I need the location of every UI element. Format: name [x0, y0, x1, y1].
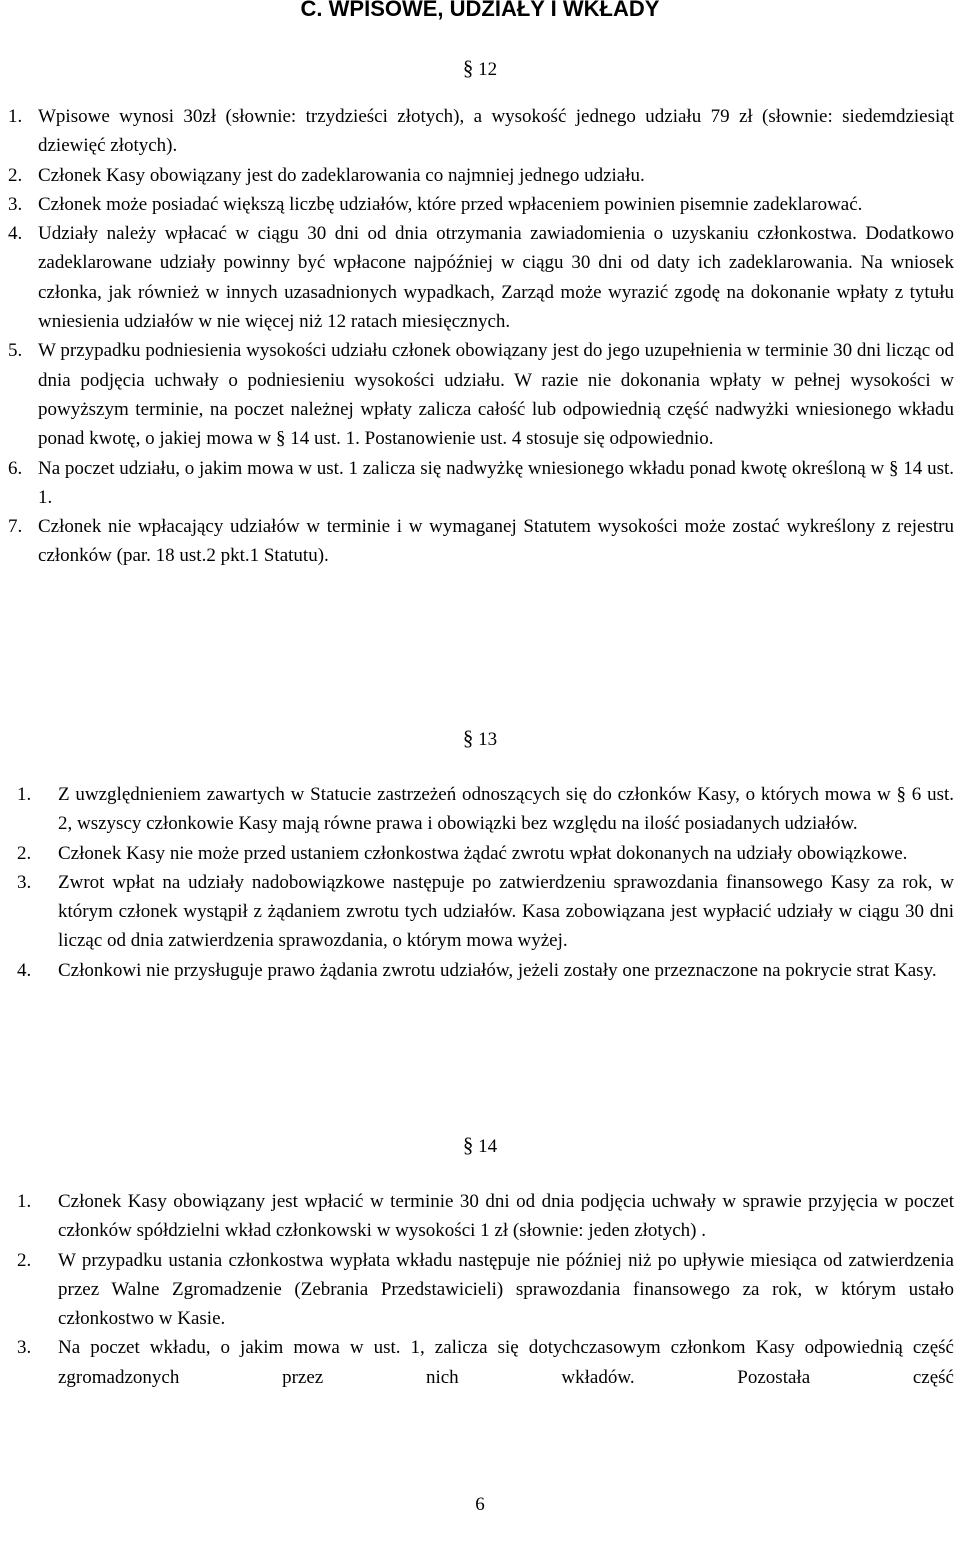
item-text: Z uwzględnieniem zawartych w Statucie zastrzeżeń odnoszących się do członków Kasy, o których mowa w § 6 ust. 2, wszyscy członkowie Kasy mają równe prawa i obowiązki bez względu na ilość posiadanych udziałów.: [58, 784, 954, 835]
item-number: 6.: [8, 457, 23, 479]
item-text: Członek Kasy obowiązany jest do zadeklarowania co najmniej jednego udziału.: [38, 164, 645, 186]
item-number: 2.: [17, 842, 32, 864]
section-13-mark: [0, 726, 960, 752]
section-12-list: [0, 102, 960, 571]
list-item: [0, 868, 960, 956]
page-number: 6: [475, 1494, 485, 1515]
list-item: [0, 1333, 960, 1392]
item-text: Członkowi nie przysługuje prawo żądania zwrotu udziałów, jeżeli zostały one przeznaczone na pokrycie strat Kasy.: [58, 959, 937, 981]
section-14-list: [0, 1187, 960, 1392]
list-item: [0, 839, 960, 868]
list-item: [0, 780, 960, 839]
list-item: [0, 1246, 960, 1334]
section-14: [0, 1133, 960, 1392]
item-text: Na poczet udziału, o jakim mowa w ust. 1 zalicza się nadwyżkę wniesionego wkładu ponad kwotę określoną w § 14 ust. 1.: [38, 457, 954, 508]
item-text: Członek Kasy nie może przed ustaniem członkostwa żądać zwrotu wpłat dokonanych na udziały obowiązkowe.: [58, 842, 908, 864]
item-number: 4.: [8, 223, 23, 245]
item-text: Członek Kasy obowiązany jest wpłacić w terminie 30 dni od dnia podjęcia uchwały w sprawie przyjęcia w poczet członków spółdzielni wkład członkowski w wysokości 1 zł (słownie: jeden złotych) .: [58, 1191, 954, 1242]
item-number: 1.: [8, 106, 23, 127]
list-item: [0, 219, 960, 336]
item-number: 3.: [8, 193, 23, 215]
item-number: 3.: [17, 871, 32, 893]
item-text: Na poczet wkładu, o jakim mowa w ust. 1, zalicza się dotychczasowym członkom Kasy odpowiednią część zgromadzonych przez nich wkładów. Pozostała część: [58, 1337, 954, 1388]
section-13-list: [0, 780, 960, 985]
list-item: [0, 190, 960, 219]
section-number: 13: [478, 729, 498, 750]
item-text: Wpisowe wynosi 30zł (słownie: trzydzieści złotych), a wysokość jednego udziału 79 zł (słownie: siedemdziesiąt dziewięć złotych).: [38, 106, 954, 157]
section-number: 12: [478, 59, 498, 80]
section-12: [0, 56, 960, 571]
section-12-mark: [0, 56, 960, 82]
section-symbol: §: [462, 56, 474, 80]
item-number: 2.: [8, 164, 23, 186]
item-text: Członek nie wpłacający udziałów w terminie i w wymaganej Statutem wysokości może zostać wykreślony z rejestru członków (par. 18 ust.2 pkt.1 Statutu).: [38, 516, 954, 567]
list-item: [0, 454, 960, 513]
list-item: [0, 102, 960, 161]
item-text: W przypadku podniesienia wysokości udziału członek obowiązany jest do jego uzupełnienia w terminie 30 dni licząc od dnia podjęcia uchwały o podniesieniu wysokości udziału. W razie nie dokonania wpłaty w pełnej wysokości w powyższym terminie, na poczet należnej wpłaty zalicza całość lub odpowiednią część nadwyżki wniesionego wkładu ponad kwotę, o jakiej mowa w § 14 ust. 1. Postanowienie ust. 4 stosuje się odpowiednio.: [38, 340, 954, 450]
section-symbol: §: [462, 726, 474, 750]
list-item: [0, 336, 960, 453]
list-item: [0, 956, 960, 985]
item-number: 1.: [17, 1191, 32, 1212]
list-item: [0, 1187, 960, 1246]
section-13: [0, 726, 960, 985]
item-text: Zwrot wpłat na udziały nadobowiązkowe następuje po zatwierdzeniu sprawozdania finansowego Kasy za rok, w którym członek wystąpił z żądaniem zwrotu tych udziałów. Kasa zobowiązana jest wypłacić udziały w ciągu 30 dni licząc od dnia zatwierdzenia sprawozdania, o którym mowa wyżej.: [58, 871, 954, 952]
item-number: 5.: [8, 340, 23, 362]
item-number: 7.: [8, 516, 23, 538]
list-item: [0, 512, 960, 571]
item-text: Członek może posiadać większą liczbę udziałów, które przed wpłaceniem powinien pisemnie zadeklarować.: [38, 193, 863, 215]
item-number: 4.: [17, 959, 32, 981]
chapter-heading: C. WPISOWE, UDZIAŁY I WKŁADY: [300, 0, 660, 21]
item-number: 3.: [17, 1337, 32, 1359]
item-text: W przypadku ustania członkostwa wypłata wkładu następuje nie później niż po upływie miesiąca od zatwierdzenia przez Walne Zgromadzenie (Zebrania Przedstawicieli) sprawozdania finansowego za rok, w którym ustało członkostwo w Kasie.: [58, 1249, 954, 1330]
item-number: 1.: [17, 784, 32, 805]
section-14-mark: [0, 1133, 960, 1159]
list-item: [0, 161, 960, 190]
item-text: Udziały należy wpłacać w ciągu 30 dni od dnia otrzymania zawiadomienia o uzyskaniu członkostwa. Dodatkowo zadeklarowane udziały powinny być wpłacone najpóźniej w ciągu 30 dni od daty ich zadeklarowania. Na wniosek członka, jak również w innych uzasadnionych wypadkach, Zarząd może wyrazić zgodę na dokonanie wpłaty z tytułu wniesienia udziałów w nie więcej niż 12 ratach miesięcznych.: [38, 223, 954, 333]
item-number: 2.: [17, 1249, 32, 1271]
section-symbol: §: [462, 1133, 474, 1157]
section-number: 14: [478, 1136, 498, 1157]
